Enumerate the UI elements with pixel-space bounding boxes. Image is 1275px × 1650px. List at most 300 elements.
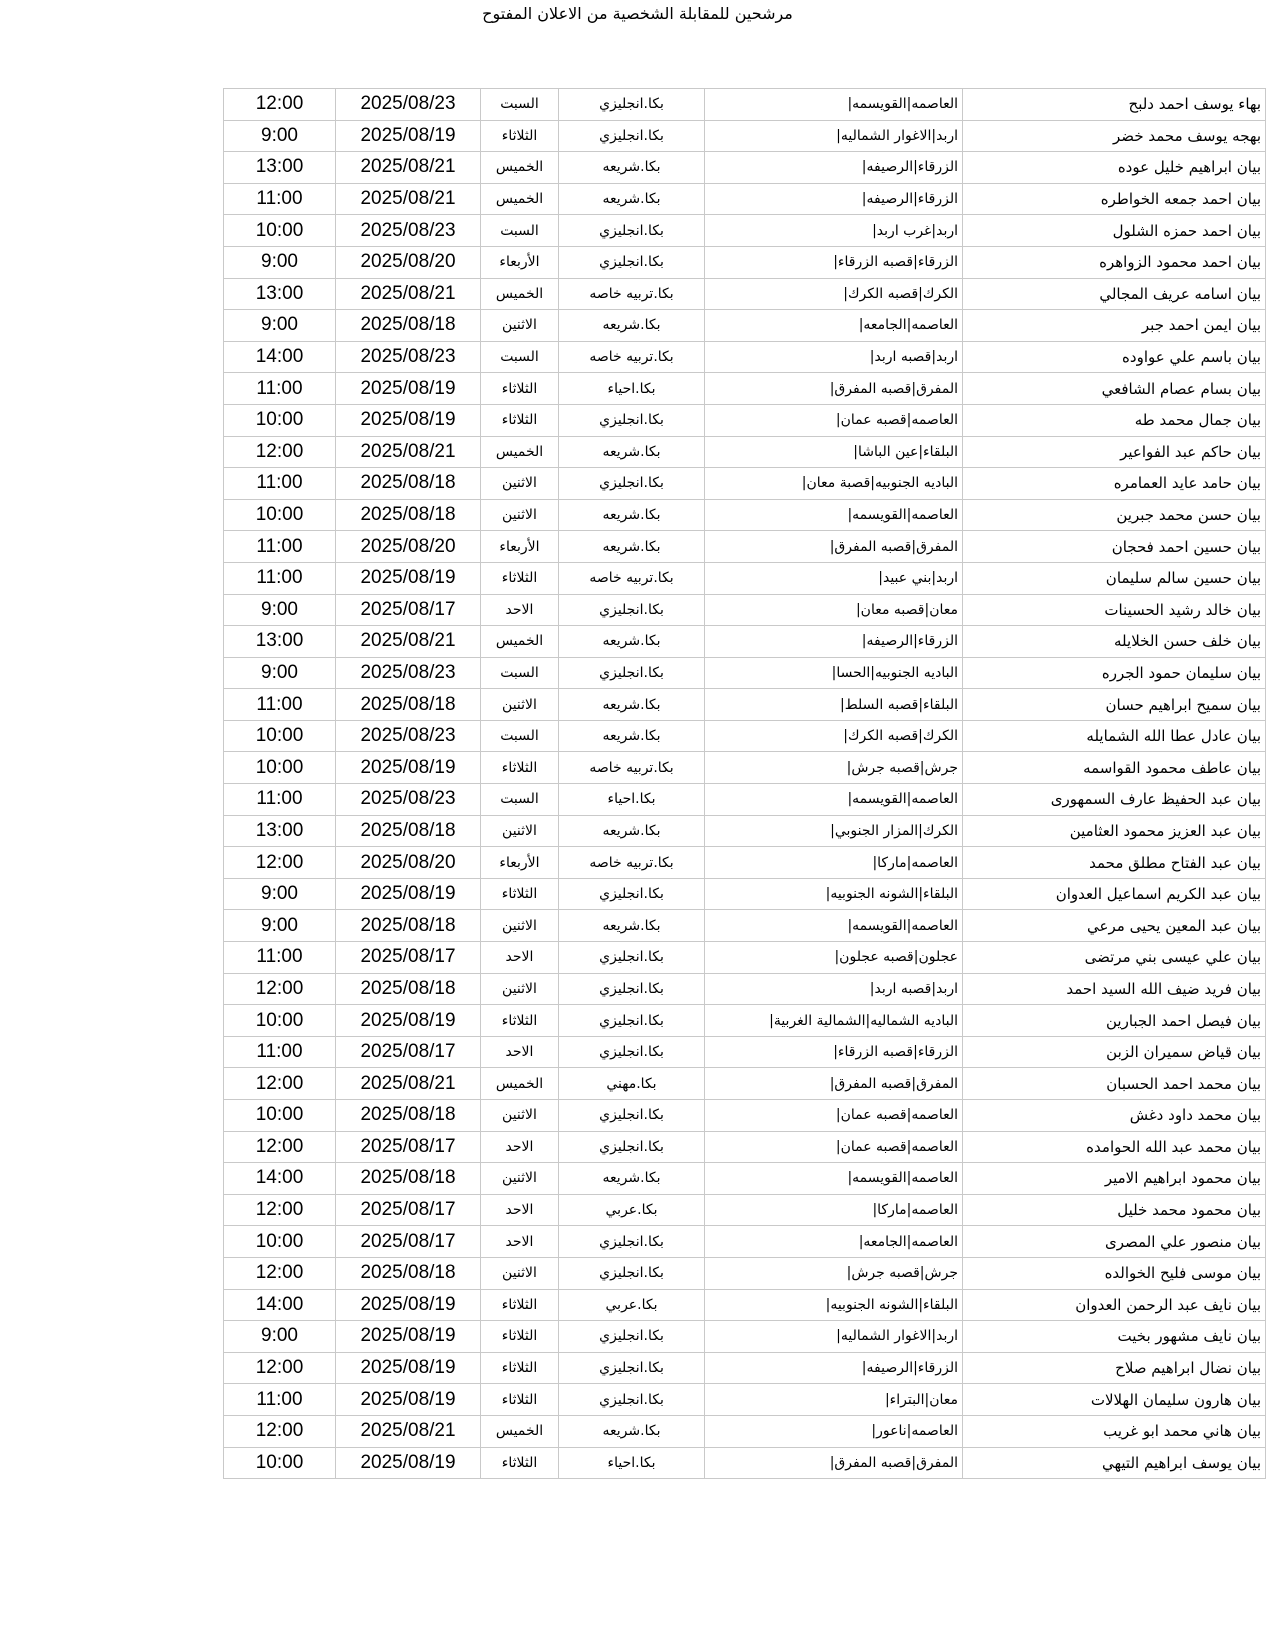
location-cell: الباديه الجنوبيه|قصبة معان| — [705, 468, 963, 500]
interview-day-cell: الخميس — [481, 626, 559, 658]
major-cell: بكا.انجليزي — [559, 1384, 705, 1416]
interview-day-cell: الثلاثاء — [481, 1352, 559, 1384]
interview-day-cell: الثلاثاء — [481, 120, 559, 152]
table-row — [224, 436, 1266, 468]
interview-time-cell: 9:00 — [224, 594, 336, 626]
interview-date-cell: 2025/08/21 — [336, 436, 481, 468]
interview-date-cell: 2025/08/17 — [336, 1036, 481, 1068]
interview-date-cell: 2025/08/19 — [336, 562, 481, 594]
interview-day-cell: الثلاثاء — [481, 1321, 559, 1353]
interview-date-cell: 2025/08/18 — [336, 1163, 481, 1195]
interview-day-cell: الخميس — [481, 1068, 559, 1100]
location-cell: المفرق|قصبه المفرق| — [705, 531, 963, 563]
interview-time-cell: 12:00 — [224, 1131, 336, 1163]
location-cell: العاصمه|الجامعه| — [705, 1226, 963, 1258]
table-row — [224, 183, 1266, 215]
candidate-name-cell: بيان حاكم عبد الفواعير — [963, 436, 1266, 468]
interview-time-cell: 13:00 — [224, 815, 336, 847]
table-row — [224, 594, 1266, 626]
interview-time-cell: 11:00 — [224, 373, 336, 405]
major-cell: بكا.شريعه — [559, 720, 705, 752]
interview-time-cell: 9:00 — [224, 657, 336, 689]
candidate-name-cell: بيان محمود ابراهيم الامير — [963, 1163, 1266, 1195]
major-cell: بكا.شريعه — [559, 436, 705, 468]
interview-day-cell: الخميس — [481, 278, 559, 310]
major-cell: بكا.انجليزي — [559, 1005, 705, 1037]
interview-day-cell: الخميس — [481, 1415, 559, 1447]
interview-date-cell: 2025/08/19 — [336, 1447, 481, 1479]
major-cell: بكا.شريعه — [559, 1415, 705, 1447]
table-row — [224, 531, 1266, 563]
major-cell: بكا.انجليزي — [559, 404, 705, 436]
major-cell: بكا.انجليزي — [559, 1257, 705, 1289]
interview-day-cell: الخميس — [481, 436, 559, 468]
interview-time-cell: 12:00 — [224, 1352, 336, 1384]
candidate-name-cell: بيان خلف حسن الخلايله — [963, 626, 1266, 658]
candidate-name-cell: بيان سميح ابراهيم حسان — [963, 689, 1266, 721]
table-row — [224, 1321, 1266, 1353]
interview-date-cell: 2025/08/18 — [336, 689, 481, 721]
major-cell: بكا.شريعه — [559, 910, 705, 942]
interview-date-cell: 2025/08/23 — [336, 89, 481, 121]
table-row — [224, 468, 1266, 500]
interview-date-cell: 2025/08/18 — [336, 910, 481, 942]
location-cell: البلقاء|قصبه السلط| — [705, 689, 963, 721]
location-cell: العاصمه|القويسمه| — [705, 784, 963, 816]
table-row — [224, 1289, 1266, 1321]
location-cell: البلقاء|الشونه الجنوبيه| — [705, 878, 963, 910]
interview-time-cell: 11:00 — [224, 942, 336, 974]
table-row — [224, 1194, 1266, 1226]
major-cell: بكا.عربي — [559, 1289, 705, 1321]
location-cell: الكرك|قصبه الكرك| — [705, 720, 963, 752]
table-row — [224, 152, 1266, 184]
interview-time-cell: 12:00 — [224, 973, 336, 1005]
interview-time-cell: 12:00 — [224, 1415, 336, 1447]
interview-date-cell: 2025/08/17 — [336, 1226, 481, 1258]
candidate-name-cell: بيان محمد عبد الله الحوامده — [963, 1131, 1266, 1163]
interview-date-cell: 2025/08/23 — [336, 341, 481, 373]
interview-time-cell: 12:00 — [224, 1068, 336, 1100]
interview-day-cell: الاحد — [481, 1194, 559, 1226]
table-row — [224, 1005, 1266, 1037]
interview-time-cell: 10:00 — [224, 1447, 336, 1479]
interview-date-cell: 2025/08/17 — [336, 942, 481, 974]
location-cell: اربد|قصبه اربد| — [705, 973, 963, 1005]
table-row — [224, 373, 1266, 405]
interview-date-cell: 2025/08/21 — [336, 626, 481, 658]
candidate-name-cell: بيان يوسف ابراهيم التيهي — [963, 1447, 1266, 1479]
interview-date-cell: 2025/08/19 — [336, 878, 481, 910]
location-cell: اربد|قصبه اربد| — [705, 341, 963, 373]
interview-time-cell: 10:00 — [224, 404, 336, 436]
interview-day-cell: السبت — [481, 89, 559, 121]
interview-day-cell: السبت — [481, 784, 559, 816]
location-cell: الباديه الشماليه|الشمالية الغربية| — [705, 1005, 963, 1037]
candidate-name-cell: بيان عبد الحفيظ عارف السمهورى — [963, 784, 1266, 816]
location-cell: اربد|بني عبيد| — [705, 562, 963, 594]
candidate-name-cell: بيان عاطف محمود القواسمه — [963, 752, 1266, 784]
interview-date-cell: 2025/08/20 — [336, 847, 481, 879]
table-row — [224, 1226, 1266, 1258]
major-cell: بكا.انجليزي — [559, 1036, 705, 1068]
major-cell: بكا.انجليزي — [559, 89, 705, 121]
candidate-name-cell: بيان احمد محمود الزواهره — [963, 246, 1266, 278]
major-cell: بكا.تربيه خاصه — [559, 341, 705, 373]
interview-day-cell: الثلاثاء — [481, 878, 559, 910]
interview-day-cell: الاثنين — [481, 973, 559, 1005]
interview-date-cell: 2025/08/18 — [336, 815, 481, 847]
candidate-name-cell: بيان جمال محمد طه — [963, 404, 1266, 436]
location-cell: المفرق|قصبه المفرق| — [705, 373, 963, 405]
interview-day-cell: الاثنين — [481, 468, 559, 500]
interview-time-cell: 12:00 — [224, 1257, 336, 1289]
table-row — [224, 784, 1266, 816]
interview-date-cell: 2025/08/21 — [336, 1068, 481, 1100]
major-cell: بكا.مهني — [559, 1068, 705, 1100]
interview-date-cell: 2025/08/23 — [336, 720, 481, 752]
interview-date-cell: 2025/08/18 — [336, 499, 481, 531]
major-cell: بكا.شريعه — [559, 310, 705, 342]
location-cell: العاصمه|القويسمه| — [705, 499, 963, 531]
interview-date-cell: 2025/08/19 — [336, 1384, 481, 1416]
table-row — [224, 310, 1266, 342]
interview-day-cell: الأربعاء — [481, 847, 559, 879]
candidate-name-cell: بهجه يوسف محمد خضر — [963, 120, 1266, 152]
interview-date-cell: 2025/08/23 — [336, 215, 481, 247]
interview-day-cell: الاثنين — [481, 499, 559, 531]
interview-day-cell: الاثنين — [481, 310, 559, 342]
candidate-name-cell: بيان حامد عايد العمامره — [963, 468, 1266, 500]
candidate-name-cell: بيان علي عيسى بني مرتضى — [963, 942, 1266, 974]
table-row — [224, 657, 1266, 689]
candidate-name-cell: بيان ايمن احمد جبر — [963, 310, 1266, 342]
location-cell: البلقاء|عين الباشا| — [705, 436, 963, 468]
interview-date-cell: 2025/08/23 — [336, 657, 481, 689]
table-row — [224, 1100, 1266, 1132]
table-row — [224, 720, 1266, 752]
interview-day-cell: الاثنين — [481, 815, 559, 847]
candidate-name-cell: بيان سليمان حمود الجرره — [963, 657, 1266, 689]
interview-time-cell: 9:00 — [224, 878, 336, 910]
interview-time-cell: 11:00 — [224, 468, 336, 500]
major-cell: بكا.تربيه خاصه — [559, 562, 705, 594]
table-row — [224, 1068, 1266, 1100]
candidate-name-cell: بيان خالد رشيد الحسينات — [963, 594, 1266, 626]
interview-time-cell: 10:00 — [224, 215, 336, 247]
candidate-name-cell: بيان منصور علي المصرى — [963, 1226, 1266, 1258]
interview-date-cell: 2025/08/19 — [336, 1005, 481, 1037]
interview-date-cell: 2025/08/17 — [336, 1131, 481, 1163]
interview-day-cell: السبت — [481, 215, 559, 247]
interview-date-cell: 2025/08/20 — [336, 246, 481, 278]
interview-date-cell: 2025/08/18 — [336, 973, 481, 1005]
interview-day-cell: الاثنين — [481, 1163, 559, 1195]
interview-date-cell: 2025/08/19 — [336, 1321, 481, 1353]
table-row — [224, 89, 1266, 121]
table-row — [224, 341, 1266, 373]
interview-date-cell: 2025/08/19 — [336, 752, 481, 784]
interview-day-cell: السبت — [481, 720, 559, 752]
location-cell: الباديه الجنوبيه|الحسا| — [705, 657, 963, 689]
interview-time-cell: 12:00 — [224, 89, 336, 121]
table-row — [224, 973, 1266, 1005]
interview-date-cell: 2025/08/19 — [336, 1289, 481, 1321]
location-cell: اربد|غرب اربد| — [705, 215, 963, 247]
major-cell: بكا.انجليزي — [559, 1226, 705, 1258]
interview-date-cell: 2025/08/18 — [336, 1100, 481, 1132]
interview-time-cell: 10:00 — [224, 720, 336, 752]
location-cell: اربد|الاغوار الشماليه| — [705, 120, 963, 152]
major-cell: بكا.شريعه — [559, 689, 705, 721]
major-cell: بكا.شريعه — [559, 815, 705, 847]
interview-time-cell: 11:00 — [224, 562, 336, 594]
location-cell: الزرقاء|الرصيفه| — [705, 183, 963, 215]
location-cell: العاصمه|القويسمه| — [705, 910, 963, 942]
location-cell: معان|البتراء| — [705, 1384, 963, 1416]
interview-date-cell: 2025/08/19 — [336, 120, 481, 152]
interview-time-cell: 11:00 — [224, 784, 336, 816]
interview-day-cell: الثلاثاء — [481, 373, 559, 405]
table-row — [224, 1415, 1266, 1447]
interview-time-cell: 12:00 — [224, 847, 336, 879]
interview-day-cell: الثلاثاء — [481, 404, 559, 436]
table-row — [224, 910, 1266, 942]
candidate-name-cell: بيان نايف عبد الرحمن العدوان — [963, 1289, 1266, 1321]
candidate-name-cell: بيان عادل عطا الله الشمايله — [963, 720, 1266, 752]
table-row — [224, 815, 1266, 847]
interview-time-cell: 11:00 — [224, 183, 336, 215]
location-cell: العاصمه|القويسمه| — [705, 1163, 963, 1195]
candidate-name-cell: بيان فريد ضيف الله السيد احمد — [963, 973, 1266, 1005]
location-cell: العاصمه|ناعور| — [705, 1415, 963, 1447]
candidate-name-cell: بيان موسى فليح الخوالده — [963, 1257, 1266, 1289]
candidate-name-cell: بيان محمد احمد الحسبان — [963, 1068, 1266, 1100]
table-row — [224, 1384, 1266, 1416]
interview-time-cell: 10:00 — [224, 1226, 336, 1258]
interview-time-cell: 10:00 — [224, 752, 336, 784]
table-row — [224, 1131, 1266, 1163]
location-cell: الزرقاء|الرصيفه| — [705, 152, 963, 184]
candidate-name-cell: بيان احمد جمعه الخواطره — [963, 183, 1266, 215]
table-row — [224, 878, 1266, 910]
interview-time-cell: 11:00 — [224, 531, 336, 563]
candidate-name-cell: بيان هارون سليمان الهلالات — [963, 1384, 1266, 1416]
candidate-name-cell: بيان اسامه عريف المجالي — [963, 278, 1266, 310]
location-cell: معان|قصبه معان| — [705, 594, 963, 626]
candidate-name-cell: بيان فيصل احمد الجبارين — [963, 1005, 1266, 1037]
interview-time-cell: 9:00 — [224, 910, 336, 942]
interview-day-cell: الثلاثاء — [481, 1384, 559, 1416]
interview-time-cell: 10:00 — [224, 499, 336, 531]
interview-date-cell: 2025/08/21 — [336, 183, 481, 215]
location-cell: الزرقاء|الرصيفه| — [705, 1352, 963, 1384]
interview-time-cell: 12:00 — [224, 436, 336, 468]
candidate-name-cell: بيان بسام عصام الشافعي — [963, 373, 1266, 405]
table-row — [224, 120, 1266, 152]
major-cell: بكا.انجليزي — [559, 1321, 705, 1353]
interview-day-cell: الثلاثاء — [481, 562, 559, 594]
interview-date-cell: 2025/08/20 — [336, 531, 481, 563]
location-cell: الزرقاء|قصبه الزرقاء| — [705, 1036, 963, 1068]
interview-day-cell: الاثنين — [481, 689, 559, 721]
major-cell: بكا.احياء — [559, 1447, 705, 1479]
interview-time-cell: 11:00 — [224, 1036, 336, 1068]
location-cell: المفرق|قصبه المفرق| — [705, 1447, 963, 1479]
table-row — [224, 246, 1266, 278]
location-cell: اربد|الاغوار الشماليه| — [705, 1321, 963, 1353]
interview-date-cell: 2025/08/17 — [336, 594, 481, 626]
interview-day-cell: الثلاثاء — [481, 752, 559, 784]
major-cell: بكا.شريعه — [559, 183, 705, 215]
interview-day-cell: الاثنين — [481, 910, 559, 942]
candidate-name-cell: بيان باسم علي عواوده — [963, 341, 1266, 373]
major-cell: بكا.انجليزي — [559, 120, 705, 152]
table-row — [224, 499, 1266, 531]
candidate-name-cell: بهاء يوسف احمد دلبح — [963, 89, 1266, 121]
candidate-name-cell: بيان محمد داود دغش — [963, 1100, 1266, 1132]
candidate-name-cell: بيان عبد المعين يحيى مرعي — [963, 910, 1266, 942]
interview-time-cell: 9:00 — [224, 120, 336, 152]
candidate-name-cell: بيان نضال ابراهيم صلاح — [963, 1352, 1266, 1384]
candidate-name-cell: بيان حسين احمد فحجان — [963, 531, 1266, 563]
location-cell: الكرك|قصبه الكرك| — [705, 278, 963, 310]
table-row — [224, 278, 1266, 310]
interview-time-cell: 13:00 — [224, 278, 336, 310]
interview-date-cell: 2025/08/18 — [336, 310, 481, 342]
interview-time-cell: 12:00 — [224, 1194, 336, 1226]
location-cell: العاصمه|قصبه عمان| — [705, 1100, 963, 1132]
major-cell: بكا.عربي — [559, 1194, 705, 1226]
table-row — [224, 1352, 1266, 1384]
interview-date-cell: 2025/08/21 — [336, 152, 481, 184]
candidate-name-cell: بيان عبد العزيز محمود العثامين — [963, 815, 1266, 847]
location-cell: جرش|قصبه جرش| — [705, 752, 963, 784]
major-cell: بكا.انجليزي — [559, 246, 705, 278]
interview-day-cell: الأربعاء — [481, 246, 559, 278]
table-row — [224, 847, 1266, 879]
location-cell: الكرك|المزار الجنوبي| — [705, 815, 963, 847]
table-row — [224, 1036, 1266, 1068]
interview-day-cell: الثلاثاء — [481, 1447, 559, 1479]
interview-day-cell: السبت — [481, 657, 559, 689]
interview-day-cell: الخميس — [481, 152, 559, 184]
interview-day-cell: الاحد — [481, 942, 559, 974]
table-row — [224, 1163, 1266, 1195]
interview-day-cell: الثلاثاء — [481, 1289, 559, 1321]
interview-time-cell: 13:00 — [224, 626, 336, 658]
candidate-name-cell: بيان حسن محمد جبرين — [963, 499, 1266, 531]
table-row — [224, 689, 1266, 721]
interview-time-cell: 10:00 — [224, 1100, 336, 1132]
major-cell: بكا.شريعه — [559, 1163, 705, 1195]
location-cell: العاصمه|قصبه عمان| — [705, 404, 963, 436]
major-cell: بكا.تربيه خاصه — [559, 847, 705, 879]
interview-date-cell: 2025/08/23 — [336, 784, 481, 816]
location-cell: العاصمه|ماركا| — [705, 847, 963, 879]
location-cell: جرش|قصبه جرش| — [705, 1257, 963, 1289]
interview-date-cell: 2025/08/18 — [336, 468, 481, 500]
major-cell: بكا.شريعه — [559, 531, 705, 563]
location-cell: العاصمه|قصبه عمان| — [705, 1131, 963, 1163]
interview-day-cell: الاثنين — [481, 1100, 559, 1132]
interview-schedule-table — [223, 88, 1266, 1479]
major-cell: بكا.انجليزي — [559, 1100, 705, 1132]
major-cell: بكا.شريعه — [559, 499, 705, 531]
major-cell: بكا.انجليزي — [559, 973, 705, 1005]
table-row — [224, 562, 1266, 594]
interview-date-cell: 2025/08/17 — [336, 1194, 481, 1226]
interview-day-cell: الاحد — [481, 1226, 559, 1258]
candidate-name-cell: بيان عبد الكريم اسماعيل العدوان — [963, 878, 1266, 910]
location-cell: الزرقاء|قصبه الزرقاء| — [705, 246, 963, 278]
candidate-name-cell: بيان قياض سميران الزبن — [963, 1036, 1266, 1068]
major-cell: بكا.انجليزي — [559, 1131, 705, 1163]
major-cell: بكا.احياء — [559, 373, 705, 405]
interview-date-cell: 2025/08/21 — [336, 1415, 481, 1447]
location-cell: البلقاء|الشونه الجنوبيه| — [705, 1289, 963, 1321]
interview-date-cell: 2025/08/19 — [336, 1352, 481, 1384]
table-row — [224, 404, 1266, 436]
major-cell: بكا.انجليزي — [559, 878, 705, 910]
table-row — [224, 215, 1266, 247]
interview-date-cell: 2025/08/19 — [336, 373, 481, 405]
interview-day-cell: الاحد — [481, 1131, 559, 1163]
table-row — [224, 626, 1266, 658]
major-cell: بكا.انجليزي — [559, 215, 705, 247]
location-cell: الزرقاء|الرصيفه| — [705, 626, 963, 658]
interview-day-cell: الخميس — [481, 183, 559, 215]
interview-time-cell: 11:00 — [224, 1384, 336, 1416]
interview-date-cell: 2025/08/21 — [336, 278, 481, 310]
page-title: مرشحين للمقابلة الشخصية من الاعلان المفتوح — [482, 4, 793, 23]
table-row — [224, 1447, 1266, 1479]
location-cell: العاصمه|الجامعه| — [705, 310, 963, 342]
major-cell: بكا.انجليزي — [559, 1352, 705, 1384]
major-cell: بكا.تربيه خاصه — [559, 752, 705, 784]
interview-day-cell: الأربعاء — [481, 531, 559, 563]
interview-day-cell: الاثنين — [481, 1257, 559, 1289]
major-cell: بكا.انجليزي — [559, 657, 705, 689]
interview-time-cell: 14:00 — [224, 1163, 336, 1195]
interview-time-cell: 9:00 — [224, 310, 336, 342]
candidate-name-cell: بيان هاني محمد ابو غريب — [963, 1415, 1266, 1447]
candidate-name-cell: بيان ابراهيم خليل عوده — [963, 152, 1266, 184]
candidate-name-cell: بيان احمد حمزه الشلول — [963, 215, 1266, 247]
major-cell: بكا.شريعه — [559, 152, 705, 184]
interview-date-cell: 2025/08/18 — [336, 1257, 481, 1289]
interview-time-cell: 9:00 — [224, 246, 336, 278]
interview-time-cell: 14:00 — [224, 341, 336, 373]
major-cell: بكا.شريعه — [559, 626, 705, 658]
interview-time-cell: 13:00 — [224, 152, 336, 184]
location-cell: المفرق|قصبه المفرق| — [705, 1068, 963, 1100]
location-cell: عجلون|قصبه عجلون| — [705, 942, 963, 974]
interview-time-cell: 10:00 — [224, 1005, 336, 1037]
major-cell: بكا.انجليزي — [559, 468, 705, 500]
interview-day-cell: الاحد — [481, 594, 559, 626]
location-cell: العاصمه|ماركا| — [705, 1194, 963, 1226]
table-row — [224, 942, 1266, 974]
interview-time-cell: 11:00 — [224, 689, 336, 721]
major-cell: بكا.احياء — [559, 784, 705, 816]
candidate-name-cell: بيان نايف مشهور بخيت — [963, 1321, 1266, 1353]
major-cell: بكا.انجليزي — [559, 942, 705, 974]
interview-time-cell: 9:00 — [224, 1321, 336, 1353]
interview-time-cell: 14:00 — [224, 1289, 336, 1321]
interview-date-cell: 2025/08/19 — [336, 404, 481, 436]
interview-day-cell: السبت — [481, 341, 559, 373]
